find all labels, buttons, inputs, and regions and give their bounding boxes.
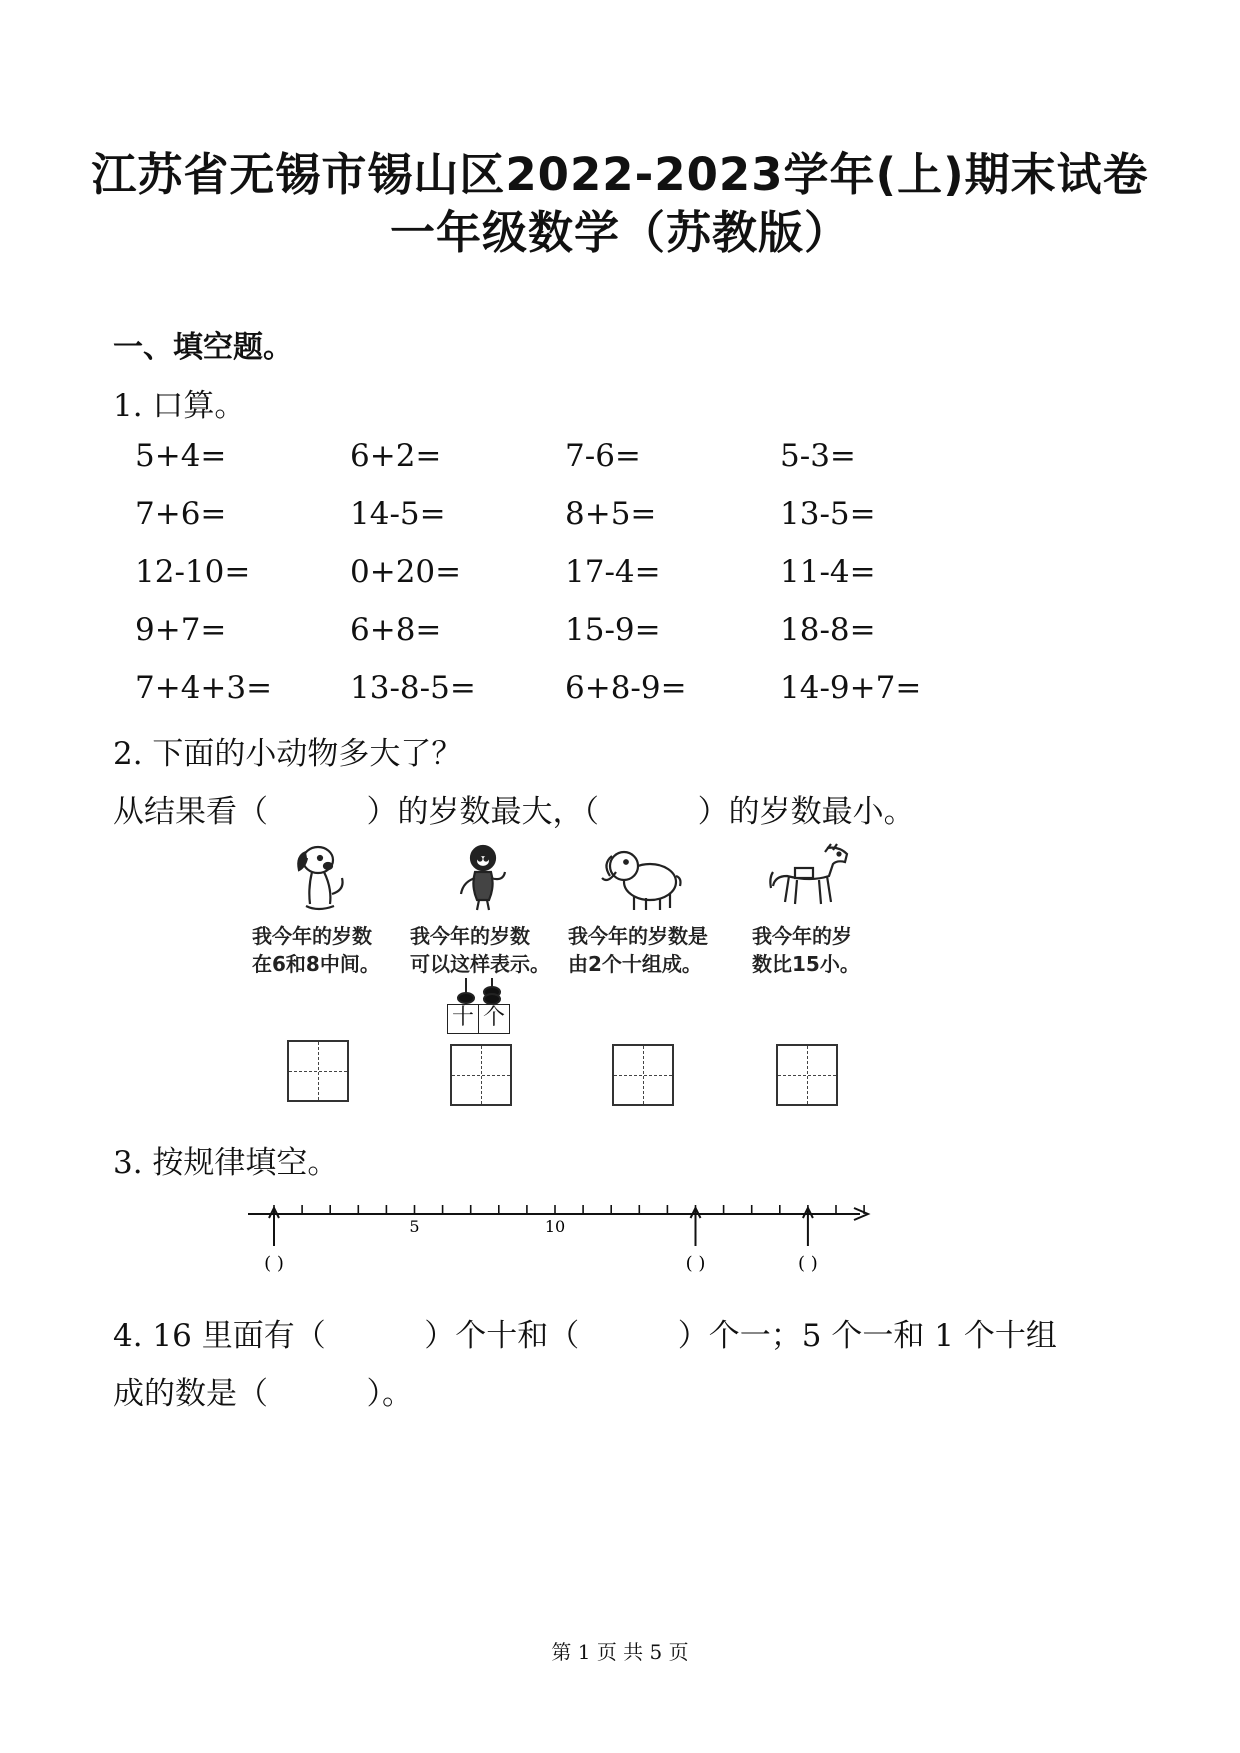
number-line-tick-label: 10 <box>544 1217 566 1236</box>
horse-speech <box>752 922 860 978</box>
elephant-speech <box>568 922 708 978</box>
speech-line: 可以这样表示。 <box>410 952 550 976</box>
speech-line: 我今年的岁数是 <box>568 924 708 948</box>
equation: 13-8-5= <box>350 670 476 706</box>
question-4-line-2: 成的数是（ ）。 <box>113 1376 414 1412</box>
page-footer: 第 1 页 共 5 页 <box>551 1640 689 1664</box>
equation: 14-9+7= <box>780 670 922 706</box>
monkey-speech <box>410 922 550 978</box>
equation: 12-10= <box>135 554 251 590</box>
equation: 11-4= <box>780 554 876 590</box>
question-1-label: 1. 口算。 <box>113 388 246 424</box>
equation: 6+8= <box>350 612 442 648</box>
title-line-2: 一年级数学（苏教版） <box>389 206 850 259</box>
speech-line: 我今年的岁数 <box>252 924 372 948</box>
equation: 7-6= <box>565 438 641 474</box>
abacus-beads-icon <box>450 978 514 1004</box>
equation: 5+4= <box>135 438 227 474</box>
section-heading: 一、填空题。 <box>113 330 293 365</box>
equation: 7+6= <box>135 496 227 532</box>
speech-line: 我今年的岁数 <box>410 924 530 948</box>
monkey-icon <box>455 842 515 914</box>
question-4-line-1: 4. 16 里面有（ ）个十和（ ）个一；5 个一和 1 个十组 <box>113 1318 1057 1354</box>
abacus-tens-label: 十 <box>447 1004 479 1034</box>
elephant-icon <box>600 842 684 914</box>
speech-line: 在6和8中间。 <box>252 952 380 976</box>
equation: 17-4= <box>565 554 661 590</box>
equation: 13-5= <box>780 496 876 532</box>
answer-grid-box[interactable] <box>287 1040 349 1102</box>
question-2-prompt: 从结果看（ ）的岁数最大，（ ）的岁数最小。 <box>113 794 915 830</box>
abacus-ones-label: 个 <box>478 1004 510 1034</box>
equation: 6+2= <box>350 438 442 474</box>
number-line-tick-label: 5 <box>409 1217 420 1236</box>
horse-icon <box>765 842 855 914</box>
answer-grid-box[interactable] <box>612 1044 674 1106</box>
number-line <box>240 1196 880 1286</box>
number-line-answer-blank[interactable]: ( ) <box>264 1253 284 1274</box>
question-2-label: 2. 下面的小动物多大了？ <box>113 736 463 772</box>
equation: 8+5= <box>565 496 657 532</box>
equation: 0+20= <box>350 554 462 590</box>
dog-speech <box>252 922 380 978</box>
number-line-answer-blank[interactable]: ( ) <box>798 1253 818 1274</box>
dog-icon <box>290 842 350 914</box>
answer-grid-box[interactable] <box>776 1044 838 1106</box>
answer-grid-box[interactable] <box>450 1044 512 1106</box>
equation: 18-8= <box>780 612 876 648</box>
equation: 9+7= <box>135 612 227 648</box>
title-line-1: 江苏省无锡市锡山区2022-2023学年(上)期末试卷 <box>91 148 1149 201</box>
speech-line: 我今年的岁 <box>752 924 852 948</box>
equation: 15-9= <box>565 612 661 648</box>
equation: 5-3= <box>780 438 856 474</box>
speech-line: 数比15小。 <box>752 952 860 976</box>
number-line-answer-blank[interactable]: ( ) <box>685 1253 706 1274</box>
speech-line: 由2个十组成。 <box>568 952 702 976</box>
equation: 14-5= <box>350 496 446 532</box>
equation: 6+8-9= <box>565 670 687 706</box>
question-3-label: 3. 按规律填空。 <box>113 1145 339 1181</box>
equation: 7+4+3= <box>135 670 273 706</box>
